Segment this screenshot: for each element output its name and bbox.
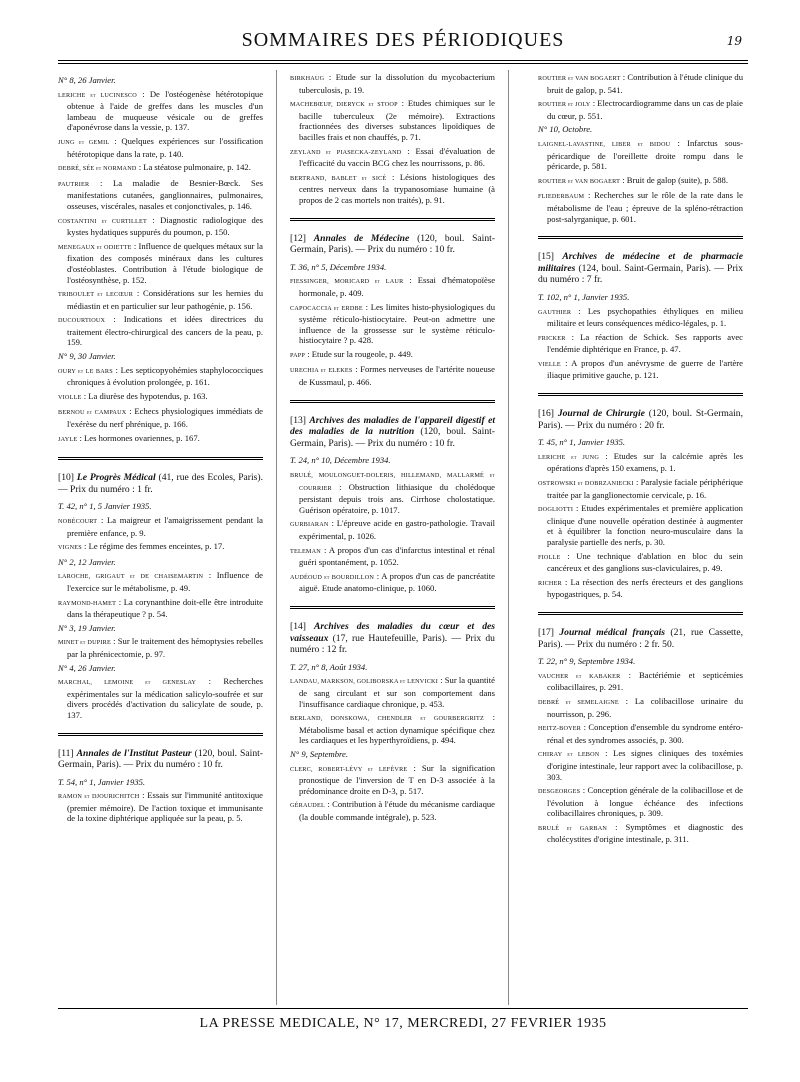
- issue-number: N° 8, 26 Janvier.: [58, 75, 116, 85]
- article-title: : Les psychopathies éthyliques en milieu militaire et leurs conséquences médico-légales, p. 1.: [547, 305, 743, 329]
- article-authors: TRIBOULET et LECŒUR: [58, 291, 134, 299]
- article-entry: [58, 636, 263, 659]
- journal-details: (120, boul. Saint-Germain, Paris). — Prix du numéro : 10 fr.: [290, 426, 495, 449]
- article-entry: [290, 146, 495, 169]
- article-title: : Les signes cliniques des toxémies d'origine intestinale, leur rapport avec la colibacillose, p. 303.: [547, 748, 744, 782]
- article-title: : Diagnostic radiologique des kystes hydatiques suppurés du poumon, p. 150.: [67, 214, 263, 238]
- article-entry: [290, 349, 495, 362]
- article-entry: [58, 365, 263, 388]
- article-entry: [58, 391, 263, 404]
- article-entry: [538, 138, 743, 172]
- article-entry: [58, 178, 263, 212]
- article-authors: PAPP: [290, 351, 306, 359]
- issue-number: T. 27, n° 8, Août 1934.: [290, 661, 368, 672]
- article-title: : Paralysie faciale périphérique traitée par la ganglionectomie cervicale, p. 16.: [547, 477, 743, 500]
- column-divider: [508, 70, 509, 1005]
- section-rule: [290, 606, 495, 609]
- article-title: : Symptômes et diagnostic des cholécystites d'origine intestinale, p. 311.: [547, 821, 743, 845]
- article-title: : Contribution à l'étude clinique du bruit de galop, p. 541.: [547, 72, 744, 95]
- article-entry: [58, 676, 263, 720]
- section-rule: [290, 218, 495, 221]
- issue-number: N° 9, Septembre.: [290, 748, 349, 759]
- issue-number: N° 2, 12 Janvier.: [58, 556, 116, 567]
- article-title: : Essai d'hématopoïèse hormonale, p. 409.: [299, 275, 496, 298]
- article-entry: [58, 288, 263, 311]
- article-title: : Bactériémie et septicémies colibacillaires, p. 291.: [547, 669, 743, 693]
- article-authors: JAYLE: [58, 435, 78, 443]
- article-title: : La diurèse des hypotendus, p. 163.: [83, 390, 208, 401]
- article-authors: JUNG et GEMIL: [58, 138, 110, 146]
- journal-name: Journal médical français: [559, 626, 666, 638]
- journal-name: Annales de Médecine: [313, 232, 410, 244]
- journal-details: (120, boul. Saint-Germain, Paris). — Prix du numéro : 10 fr.: [290, 232, 495, 256]
- article-entry: [538, 306, 743, 329]
- article-entry: [58, 215, 263, 238]
- article-title: : A propos d'un cas de pancréatite aiguë. Etude anatomo-clinique, p. 1060.: [299, 570, 495, 594]
- article-title: : Formes nerveuses de l'artérite noueuse de Kussmaul, p. 466.: [299, 364, 495, 388]
- article-authors: RAYMOND-HAMET: [58, 599, 117, 607]
- article-authors: VIELLE: [538, 360, 561, 368]
- article-authors: GÉRAUDEL: [290, 802, 325, 810]
- article-entry: [290, 571, 495, 594]
- journal-details: (21, rue Cassette, Paris). — Prix du numéro : 2 fr. 50.: [538, 626, 743, 650]
- article-entry: [538, 451, 743, 474]
- article-title: : Contribution à l'étude du mécanisme cardiaque (la double commande intégrale), p. 523.: [299, 799, 495, 822]
- article-title: : Influence de l'exercice sur le métabolisme, p. 49.: [67, 570, 263, 593]
- section-rule: [538, 236, 743, 239]
- article-title: : Sur la quantité de sang circulant et sur son comportement dans l'insuffisance cardiaque chronique, p. 453.: [299, 675, 495, 709]
- article-entry: [58, 515, 263, 538]
- issue-number: N° 9, 30 Janvier.: [58, 351, 116, 362]
- article-authors: PAUTRIER: [58, 180, 90, 188]
- page-header: [58, 26, 748, 60]
- article-entry: [58, 162, 263, 175]
- article-authors: ZEYLAND et PIASECKA-ZEYLAND: [290, 148, 402, 156]
- article-title: : Quelques expériences sur l'ossification hétérotopique dans la rate, p. 140.: [67, 135, 263, 159]
- article-entry: [538, 332, 743, 355]
- article-title: : La corynanthine doit-elle être introduite dans la thérapeutique ? p. 54.: [67, 596, 263, 620]
- header-rule: [58, 60, 748, 64]
- article-authors: ROUTIER et VAN BOGAERT: [538, 75, 621, 82]
- article-title: : Conception générale de la colibacillose et de l'évolution à longue échéance des infections colibacillaires chroniques, p. 309.: [547, 785, 743, 819]
- article-authors: MENEGAUX et ODIETTE: [58, 243, 132, 251]
- section-rule: [538, 612, 743, 615]
- article-title: : Les hormones ovariennes, p. 167.: [79, 432, 200, 443]
- article-authors: FRICKER: [538, 334, 566, 342]
- article-authors: BERNOU et CAMPAUX: [58, 409, 127, 417]
- issue-number: T. 22, n° 9, Septembre 1934.: [538, 656, 636, 667]
- journal-name: Annales de l'Institut Pasteur: [76, 747, 192, 759]
- journal-number: [17]: [538, 626, 554, 638]
- article-entry: [290, 712, 495, 746]
- article-authors: AUDÉOUD et BOURDILLON: [290, 573, 375, 581]
- journal-details: (41, rue des Ecoles, Paris). — Prix du numéro : 1 fr.: [58, 472, 263, 495]
- journal-heading: [538, 408, 743, 431]
- article-authors: DESGEORGES: [538, 788, 581, 796]
- issue-number: N° 10, Octobre.: [538, 124, 593, 135]
- issue-number: T. 24, n° 10, Décembre 1934.: [290, 455, 391, 466]
- article-authors: ROUTIER et VAN BOGAERT: [538, 177, 621, 185]
- article-authors: MINET et DUPIRE: [58, 639, 111, 647]
- journal-details: (124, boul. Saint-Germain, Paris). — Prix du numéro : 7 fr.: [538, 262, 743, 286]
- journal-number: [16]: [538, 408, 554, 420]
- article-title: : La réaction de Schick. Ses rapports avec l'endémie diphtérique en France, p. 47.: [547, 331, 743, 355]
- article-title: : Etudes expérimentales et première application clinique d'une nouvelle opération destinée à augmenter et à équilibrer la fonction neuro-musculaire dans la paralysie partielle des nerfs, p. 30.: [547, 503, 743, 547]
- article-authors: FIESSINGER, MORICARD et LAUR: [290, 278, 404, 286]
- article-title: : Echecs physiologiques immédiats de l'exérèse du nerf phrénique, p. 166.: [67, 406, 263, 430]
- article-entry: [538, 477, 743, 500]
- journal-number: [12]: [290, 232, 306, 244]
- article-authors: LAIGNEL-LAVASTINE, LIBER et BIDOU: [538, 140, 671, 148]
- article-entry: [538, 358, 743, 381]
- article-title: : Recherches sur le rôle de la rate dans le métabolisme de l'eau ; épreuve de la spléno-rétraction post-salyrganique, p. 601.: [547, 190, 743, 224]
- article-entry: [538, 748, 743, 782]
- article-authors: DEBRÉ, SÉE et NORMAND: [58, 165, 137, 173]
- article-entry: [538, 577, 743, 600]
- journal-name: Archives des maladies du cœur et des vaisseaux: [290, 620, 495, 644]
- article-authors: FIOLLE: [538, 553, 561, 561]
- article-title: : La stéatose pulmonaire, p. 142.: [138, 162, 251, 173]
- footer-rule: [58, 1008, 748, 1009]
- article-title: : Sur le traitement des hémoptysies rebelles par la phrénicectomie, p. 97.: [67, 636, 263, 659]
- article-entry: [538, 722, 743, 745]
- article-title: : Conception d'ensemble du syndrome entéro-rénal et des syndromes associés, p. 300.: [547, 722, 743, 745]
- article-title: : Etude sur la rougeole, p. 449.: [307, 348, 413, 359]
- article-authors: VIGNES: [58, 544, 82, 552]
- article-entry: [290, 98, 495, 142]
- article-title: : A propos d'un anévrysme de guerre de l'artère iliaque primitive gauche, p. 121.: [547, 357, 743, 381]
- article-entry: [58, 406, 263, 429]
- article-title: : Les septicopyohémies staphylococciques chroniques à évolution prolongée, p. 161.: [67, 364, 263, 388]
- article-title: : Une technique d'ablation en bloc du sein cancéreux et des ganglions sus-claviculaires, p. 49.: [547, 550, 743, 574]
- journal-name: Le Progrès Médical: [76, 472, 156, 484]
- article-entry: [290, 302, 495, 346]
- article-authors: MACHEBŒUF, DIERYCK et STOOP: [290, 101, 398, 109]
- journal-heading: [538, 251, 743, 286]
- section-rule: [58, 457, 263, 460]
- article-entry: [58, 541, 263, 554]
- article-authors: VIOLLE: [58, 393, 82, 401]
- journal-number: [14]: [290, 620, 306, 632]
- journal-heading: [290, 233, 495, 256]
- article-entry: [290, 172, 495, 206]
- issue-number: T. 54, n° 1, Janvier 1935.: [58, 776, 146, 787]
- article-title: : La colibacillose urinaire du nourrisson, p. 296.: [547, 695, 744, 719]
- article-title: : Etude sur la dissolution du mycobacterium tuberculosis, p. 19.: [299, 72, 495, 95]
- article-title: : Infarctus sous-péricardique de l'oreillette droite rompu dans le péricarde, p. 581.: [547, 137, 743, 172]
- article-title: : A propos d'un cas d'infarctus intestinal et rénal guéri spontanément, p. 1052.: [299, 544, 495, 568]
- article-authors: LAROCHE, GRIGAUT et DE CHAISEMARTIN: [58, 573, 204, 581]
- article-authors: LERICHE et JUNG: [538, 453, 599, 461]
- article-entry: [290, 763, 495, 797]
- article-title: : L'épreuve acide en gastro-pathologie. Travail expérimental, p. 1026.: [299, 518, 495, 541]
- article-title: : Recherches expérimentales sur la médication salicylo-soufrée et sur divers procédés d'activation du salicylate de soude, p. 137.: [67, 676, 263, 720]
- page-title: SOMMAIRES DES PÉRIODIQUES: [241, 29, 565, 51]
- journal-name: Archives de médecine et de pharmacie militaires: [538, 251, 743, 274]
- article-entry: [538, 551, 743, 574]
- journal-heading: [290, 415, 495, 450]
- article-authors: URECHIA et ELEKES: [290, 367, 353, 375]
- article-entry: [538, 190, 743, 224]
- article-entry: [538, 696, 743, 719]
- issue-number: N° 3, 19 Janvier.: [58, 622, 116, 633]
- journal-name: Journal de Chirurgie: [557, 408, 645, 420]
- issue-number: T. 36, n° 5, Décembre 1934.: [290, 261, 387, 272]
- article-title: : La résection des nerfs érecteurs et des ganglions hypogastriques, p. 54.: [547, 576, 743, 600]
- article-title: : Obstruction lithiasique du cholédoque persistant depuis trois ans. Cirrhose cholostatique. Guérison opératoire, p. 1017.: [299, 481, 495, 515]
- article-entry: [290, 469, 495, 515]
- issue-number: T. 45, n° 1, Janvier 1935.: [538, 437, 626, 448]
- article-entry: [290, 72, 495, 95]
- column-2: [290, 72, 495, 825]
- article-authors: CAPOCACCIA et ERDBE: [290, 304, 363, 312]
- article-entry: [538, 175, 743, 188]
- article-entry: [290, 545, 495, 568]
- article-authors: NOBÉCOURT: [58, 518, 98, 525]
- column-1: [58, 72, 263, 827]
- journal-heading: [538, 627, 743, 650]
- article-authors: GAUTHIER: [538, 308, 572, 316]
- article-authors: MARCHAL, LEMOINE et GENESLAY: [58, 679, 197, 687]
- column-divider: [276, 70, 277, 1005]
- article-title: : Métabolisme basal et action dynamique spécifique chez les cardiaques et les hyperthyroïdiens, p. 494.: [299, 712, 495, 746]
- article-title: : Le régime des femmes enceintes, p. 17.: [84, 541, 225, 552]
- journal-heading: [58, 472, 263, 495]
- article-authors: VAUCHER et KABAKER: [538, 672, 621, 680]
- journal-heading: [290, 621, 495, 656]
- article-entry: [58, 790, 263, 824]
- article-title: : La maigreur et l'amaigrissement pendant la première enfance, p. 9.: [67, 515, 263, 538]
- article-entry: [58, 241, 263, 285]
- article-entry: [538, 72, 743, 95]
- article-title: : Bruit de galop (suite), p. 588.: [622, 174, 728, 185]
- article-entry: [58, 433, 263, 446]
- article-title: : La maladie de Besnier-Bœck. Ses manifestations cutanées, ganglionnaires, pulmonaires, osseuses, viscérales, nasales et conjonctivales, p. 146.: [67, 177, 263, 211]
- article-entry: [58, 89, 263, 133]
- article-authors: FLIEDERBAUM: [538, 193, 585, 201]
- article-entry: [290, 518, 495, 541]
- article-authors: HEITZ-BOYER: [538, 725, 582, 733]
- article-authors: CLERC, ROBERT-LÉVY et LEFÈVRE: [290, 765, 408, 773]
- article-title: : Etudes sur la calcémie après les opérations d'après 150 examens, p. 1.: [547, 450, 743, 474]
- article-title: : Lésions histologiques des centres nerveux dans la trypanosomiase humaine (à propos de 2 cas mortels non traités), p. 91.: [299, 171, 495, 205]
- article-entry: [290, 275, 495, 298]
- article-title: : Indications et idées directrices du traitement électro-chirurgical des cancers de la peau, p. 159.: [67, 314, 263, 348]
- column-3: [538, 72, 743, 848]
- page-number: 19: [726, 34, 742, 48]
- section-rule: [58, 733, 263, 736]
- issue-number: T. 42, n° 1, 5 Janvier 1935.: [58, 501, 152, 512]
- article-authors: OSTROWSKI et DOBRZANIECKI: [538, 480, 634, 488]
- article-authors: LERICHE et LUCINESCO: [58, 91, 137, 99]
- article-authors: DOGLIOTTI: [538, 506, 574, 514]
- article-authors: RAMON et DJOURICHITCH: [58, 793, 140, 801]
- article-entry: [58, 136, 263, 159]
- journal-heading: [58, 748, 263, 771]
- article-authors: BRULÉ, MOULONGUET-DOLERIS, HILLEMAND, MALLARMÉ et COURRIER: [290, 472, 495, 492]
- article-entry: [538, 98, 743, 121]
- article-title: : De l'ostéogenèse hétérotopique obtenue à l'aide de greffes dans les muscles d'un lambeau de muqueuse vésicale ou de greffes d'aponévrose dans la vessie, p. 137.: [67, 88, 264, 133]
- issue-number: T. 102, n° 1, Janvier 1935.: [538, 291, 630, 302]
- journal-details: (120, boul. Saint-Germain, Paris). — Prix du numéro : 10 fr.: [58, 747, 263, 771]
- article-authors: LANDAU, MARKSON, GOLIBORSKA et LENVICKI: [290, 678, 438, 686]
- article-authors: GURBIARAN: [290, 521, 329, 529]
- article-title: : Electrocardiogramme dans un cas de plaie du cœur, p. 551.: [547, 98, 743, 121]
- article-authors: COSTANTINI et CURTILLET: [58, 217, 147, 225]
- article-entry: [290, 675, 495, 709]
- journal-details: (17, rue Hautefeuille, Paris). — Prix du numéro : 12 fr.: [290, 632, 495, 656]
- article-title: : Essai d'évaluation de l'efficacité du vaccin BCG chez les nourrissons, p. 86.: [299, 145, 495, 169]
- article-authors: BIRKHAUG: [290, 75, 325, 82]
- journal-name: Archives des maladies de l'appareil digestif et des maladies de la nutrition: [290, 414, 495, 438]
- article-entry: [58, 570, 263, 593]
- article-entry: [290, 799, 495, 822]
- article-authors: DUCOURTIOUX: [58, 317, 106, 325]
- article-authors: RICHER: [538, 579, 562, 587]
- article-authors: OURY et LE BARS: [58, 367, 113, 375]
- article-authors: CHIRAY et LEBON: [538, 751, 600, 759]
- article-entry: [538, 822, 743, 845]
- journal-details: (120, boul. St-Germain, Paris). — Prix du numéro : 20 fr.: [538, 408, 743, 431]
- article-authors: BRULÉ et GARBAN: [538, 824, 608, 832]
- article-title: : Les limites histo-physiologiques du système réticulo-histiocytaire. Peut-on admettre une influence de la grossesse sur le système réticulo-histiocytaire ? p. 428.: [299, 301, 496, 346]
- journal-number: [15]: [538, 251, 554, 263]
- section-rule: [538, 393, 743, 396]
- article-authors: BERTRAND, BABLET et SICÉ: [290, 174, 387, 182]
- article-entry: [538, 670, 743, 693]
- section-rule: [290, 400, 495, 403]
- article-title: : Etudes chimiques sur le bacille tuberculeux (2e mémoire). Extractions fractionnées des diverses substances lipoïdiques de bacilles frais et non chauffés, p. 71.: [299, 98, 495, 142]
- article-entry: [290, 364, 495, 387]
- article-authors: BERLAND, DONSKOWA, CHENDLER et GOURBERGRITZ: [290, 715, 484, 723]
- issue-number: N° 4, 26 Janvier.: [58, 662, 116, 673]
- article-entry: [538, 785, 743, 819]
- article-authors: TELEMAN: [290, 547, 321, 555]
- page-footer: LA PRESSE MEDICALE, N° 17, MERCREDI, 27 FEVRIER 1935: [199, 1016, 607, 1031]
- article-entry: [58, 597, 263, 620]
- article-title: : Considérations sur les hernies du médiastin et en particulier sur leur pathogénie, p. 156.: [67, 288, 263, 311]
- article-title: : Influence de quelques métaux sur la fixation des composés minéraux dans les cultures d'ostéoblastes. Contribution à l'étude biologique de l'ostéosynthèse, p. 152.: [67, 240, 263, 285]
- journal-number: [13]: [290, 414, 306, 426]
- journal-number: [10]: [58, 472, 74, 484]
- journal-number: [11]: [58, 747, 74, 759]
- article-authors: DEBRÉ et SEMELAIGNE: [538, 698, 619, 706]
- article-authors: ROUTIER et JOLY: [538, 101, 591, 109]
- article-entry: [58, 314, 263, 348]
- article-entry: [538, 503, 743, 547]
- article-title: : Sur la signification pronostique de l'inversion de T en D-3 associée à la prédominance droite en D-3, p. 517.: [299, 762, 496, 796]
- article-title: : Essais sur l'immunité antitoxique (premier mémoire). De l'action toxique et immunisante de la toxine diphtérique appliquée sur la peau, p. 5.: [67, 790, 263, 824]
